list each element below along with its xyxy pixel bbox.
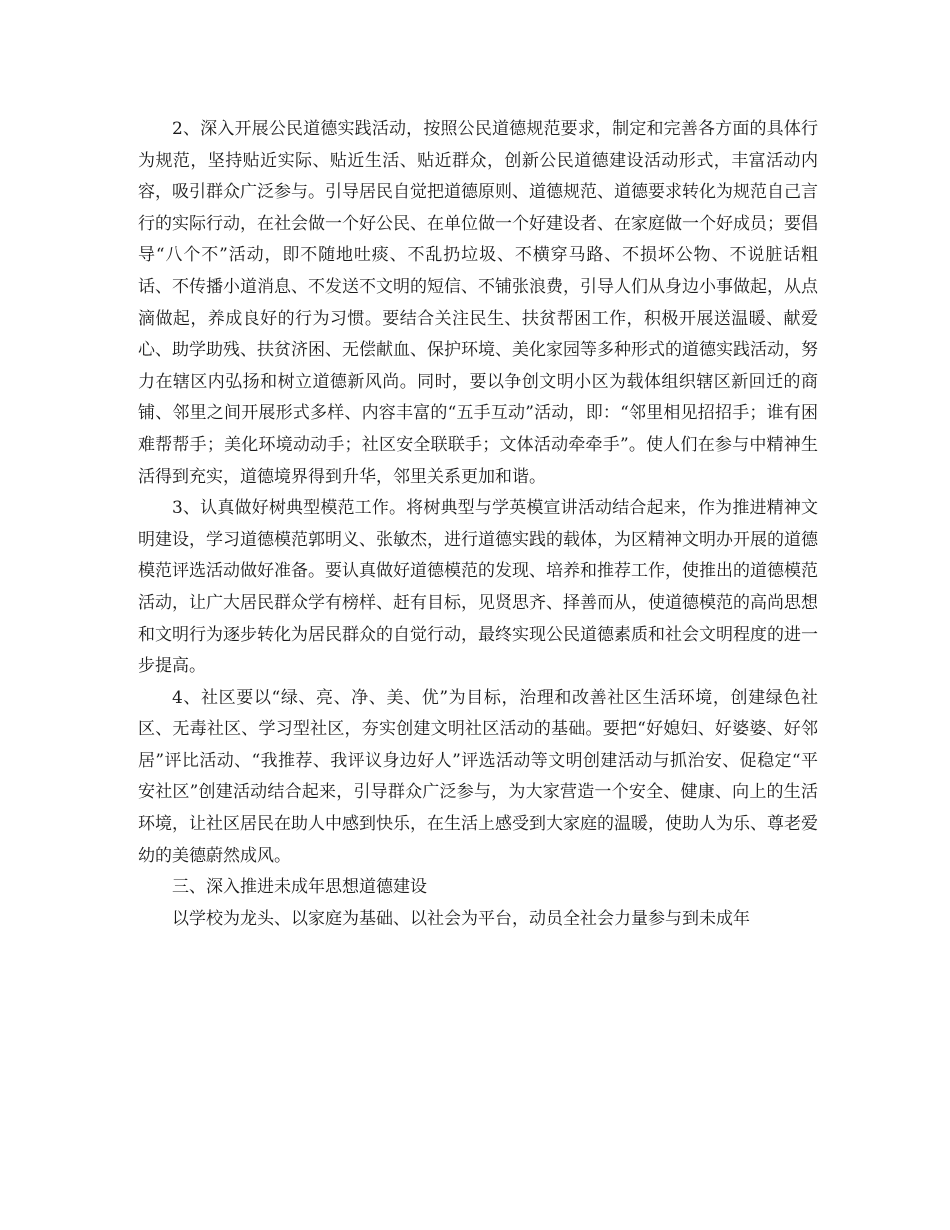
section-heading-minors: 三、深入推进未成年思想道德建设 [172,877,427,898]
document-body [138,114,818,935]
paragraph-role-models: 3、认真做好树典型模范工作。将树典型与学英模宣讲活动结合起来，作为推进精神文明建设，学习道德模范郭明义、张敏杰，进行道德实践的载体，为区精神文明办开展的道德模范评选活动做好准备。要认真做好道德模范的发现、培养和推荐工作，使推出的道德模范活动，让广大居民群众学有榜样、赶有目标，见贤思齐、择善而从，使道德模范的高尚思想和文明行为逐步转化为居民群众的自觉行动，最终实现公民道德素质和社会文明程度的进一步提高。 [138,498,818,677]
paragraph-minors-intro: 以学校为龙头、以家庭为基础、以社会为平台，动员全社会力量参与到未成年 [172,908,750,929]
paragraph-moral-practice: 2、深入开展公民道德实践活动，按照公民道德规范要求，制定和完善各方面的具体行为规范，坚持贴近实际、贴近生活、贴近群众，创新公民道德建设活动形式，丰富活动内容，吸引群众广泛参与。引导居民自觉把道德原则、道德规范、道德要求转化为规范自己言行的实际行动，在社会做一个好公民、在单位做一个好建设者、在家庭做一个好成员；要倡导“八个不”活动，即不随地吐痰、不乱扔垃圾、不横穿马路、不损坏公物、不说脏话粗话、不传播小道消息、不发送不文明的短信、不铺张浪费，引导人们从身边小事做起，从点滴做起，养成良好的行为习惯。要结合关注民生、扶贫帮困工作，积极开展送温暖、献爱心、助学助残、扶贫济困、无偿献血、保护环境、美化家园等多种形式的道德实践活动，努力在辖区内弘扬和树立道德新风尚。同时，要以争创文明小区为载体组织辖区新回迁的商铺、邻里之间开展形式多样、内容丰富的“五手互动”活动，即：“邻里相见招招手；谁有困难帮帮手；美化环境动动手；社区安全联联手；文体活动牵牵手”。使人们在参与中精神生活得到充实，道德境界得到升华，邻里关系更加和谐。 [138,119,818,487]
paragraph-community-environment: 4、社区要以“绿、亮、净、美、优”为目标，治理和改善社区生活环境，创建绿色社区、无毒社区、学习型社区，夯实创建文明社区活动的基础。要把“好媳妇、好婆婆、好邻居”评比活动、“我推荐、我评议身边好人”评选活动等文明创建活动与抓治安、促稳定“平安社区”创建活动结合起来，引导群众广泛参与，为大家营造一个安全、健康、向上的生活环境，让社区居民在助人中感到快乐，在生活上感受到大家庭的温暖，使助人为乐、尊老爱幼的美德蔚然成风。 [138,687,818,866]
